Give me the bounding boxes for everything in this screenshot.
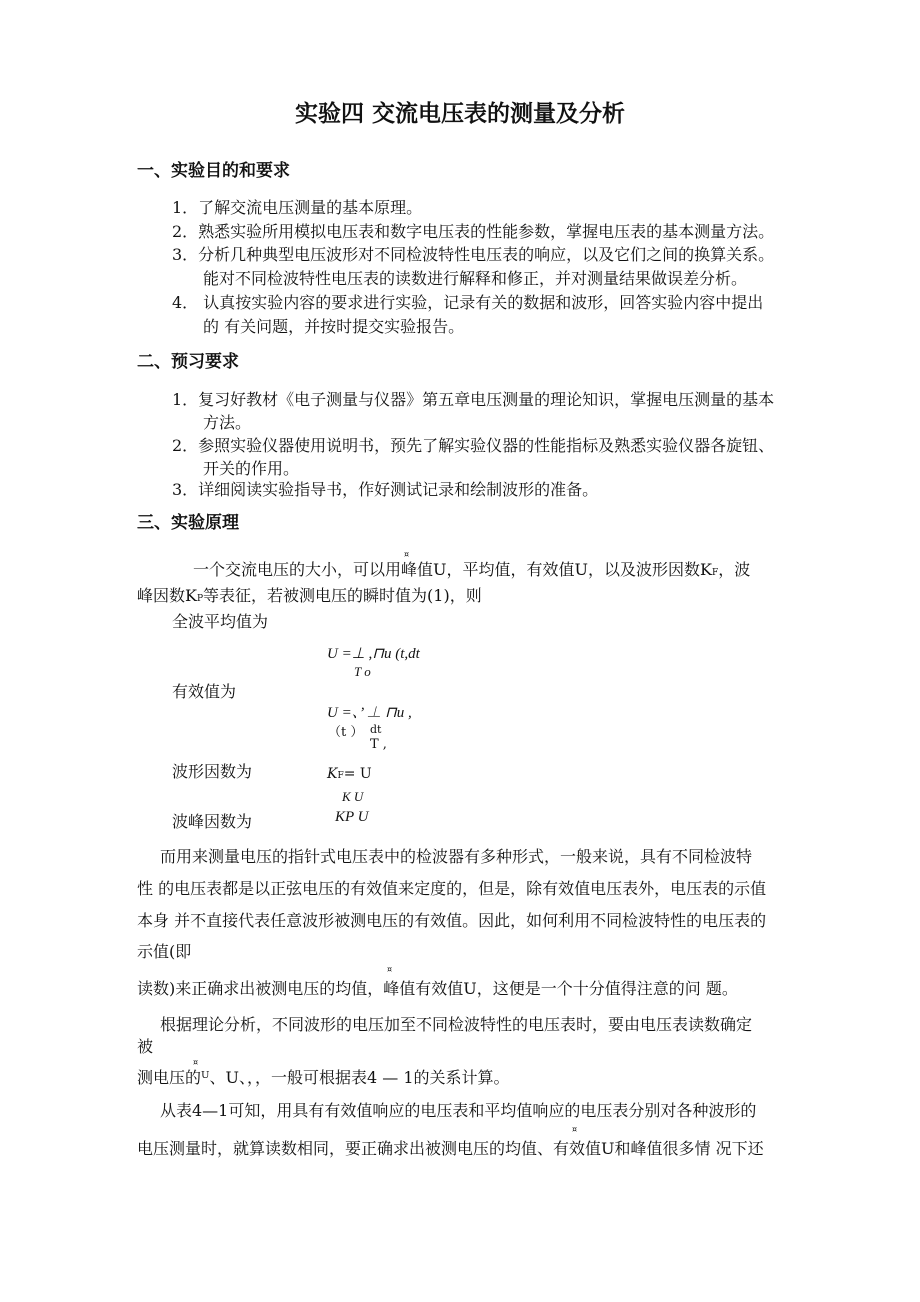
overbar-mark: ¤ xyxy=(404,550,410,559)
paragraph-line: 本身 并不直接代表任意波形被测电压的有效值。因此，如何利用不同检波特性的电压表的 xyxy=(137,911,767,930)
paragraph-line: 性 的电压表都是以正弦电压的有效值来定度的，但是，除有效值电压表外，电压表的示值 xyxy=(137,879,767,898)
list-item: 能对不同检波特性电压表的读数进行解释和修正，并对测量结果做误差分析。 xyxy=(203,269,748,288)
paragraph-line: 示值(即 xyxy=(137,942,192,961)
overbar-mark: ¤ xyxy=(572,1125,578,1134)
list-item: 3．详细阅读实验指导书，作好测试记录和绘制波形的准备。 xyxy=(172,480,599,499)
text: K xyxy=(327,766,338,782)
subscript: P xyxy=(196,594,204,604)
subscript: F xyxy=(337,771,344,781)
page-title: 实验四 交流电压表的测量及分析 xyxy=(294,100,625,127)
text: 等表征，若被测电压的瞬时值为(1)，则 xyxy=(203,586,482,605)
formula-part: （t ） xyxy=(328,725,364,740)
list-item: 方法。 xyxy=(203,413,252,432)
paragraph-line: 电压测量时，就算读数相同，要正确求出被测电压的均值、有效值U和峰值很多情 况下还 xyxy=(137,1139,764,1158)
paragraph-line: 读数)来正确求出被测电压的均值，峰值有效值U，这便是一个十分值得注意的问 题。 xyxy=(137,979,738,998)
formula-part: K U xyxy=(342,789,364,804)
list-item: 3．分析几种典型电压波形对不同检波特性电压表的响应，以及它们之间的换算关系。 xyxy=(172,245,775,264)
formula-label: 有效值为 xyxy=(172,682,237,701)
formula-label: 全波平均值为 xyxy=(172,612,269,631)
overbar-mark: ¤ xyxy=(387,965,393,974)
formula-label: 波形因数为 xyxy=(172,762,253,781)
paragraph-line: 根据理论分析，不同波形的电压加至不同检波特性的电压表时，要由电压表读数确定 xyxy=(160,1015,753,1034)
section-heading: 三、实验原理 xyxy=(137,513,239,533)
section-heading: 一、实验目的和要求 xyxy=(137,161,290,181)
text: ，有效值U，以及波形因数K xyxy=(510,560,712,579)
list-item: 的 有关问题，并按时提交实验报告。 xyxy=(203,317,465,336)
text: = U xyxy=(343,766,372,782)
list-item: 1．复习好教材《电子测量与仪器》第五章电压测量的理论知识，掌握电压测量的基本 xyxy=(172,390,775,409)
paragraph-line: 而用来测量电压的指针式电压表中的检波器有多种形式，一般来说，具有不同检波特 xyxy=(160,847,753,866)
text: ，波 xyxy=(718,560,751,579)
subscript: F xyxy=(711,568,719,578)
paragraph-line: 测电压的ᵁ、U、，，一般可根据表4 — 1的关系计算。 xyxy=(137,1068,510,1087)
paragraph-line: 被 xyxy=(137,1037,154,1056)
formula-crest-factor: KP U xyxy=(335,809,369,825)
formula-average: U =⊥ ,⊓u (t,dt xyxy=(327,646,420,662)
list-item: 2．熟悉实验所用模拟电压表和数字电压表的性能参数，掌握电压表的基本测量方法。 xyxy=(172,222,775,241)
formula-part: T , xyxy=(370,737,387,752)
section-heading: 二、预习要求 xyxy=(137,352,239,372)
list-item: 开关的作用。 xyxy=(203,459,300,478)
text: 峰因数K xyxy=(137,586,197,605)
text: 一个交流电压的大小，可以用峰值U， xyxy=(193,560,463,579)
text: 平均值 xyxy=(462,560,511,579)
list-item: 1．了解交流电压测量的基本原理。 xyxy=(172,198,423,217)
formula-form-factor xyxy=(327,765,372,785)
paragraph-line xyxy=(137,586,482,609)
formula-rms: U =、’ ⊥ ⊓u , xyxy=(327,705,412,721)
formula-part: dt xyxy=(370,723,382,736)
formula-sub: T o xyxy=(354,664,371,679)
paragraph-line xyxy=(193,560,750,583)
list-item: 2．参照实验仪器使用说明书，预先了解实验仪器的性能指标及熟悉实验仪器各旋钮、 xyxy=(172,436,775,455)
list-item: 4． 认真按实验内容的要求进行实验，记录有关的数据和波形，回答实验内容中提出 xyxy=(172,293,764,312)
formula-label: 波峰因数为 xyxy=(172,812,253,831)
paragraph-line: 从表4—1可知，用具有有效值响应的电压表和平均值响应的电压表分别对各种波形的 xyxy=(160,1101,757,1120)
overbar-mark: ¤ xyxy=(193,1058,199,1067)
